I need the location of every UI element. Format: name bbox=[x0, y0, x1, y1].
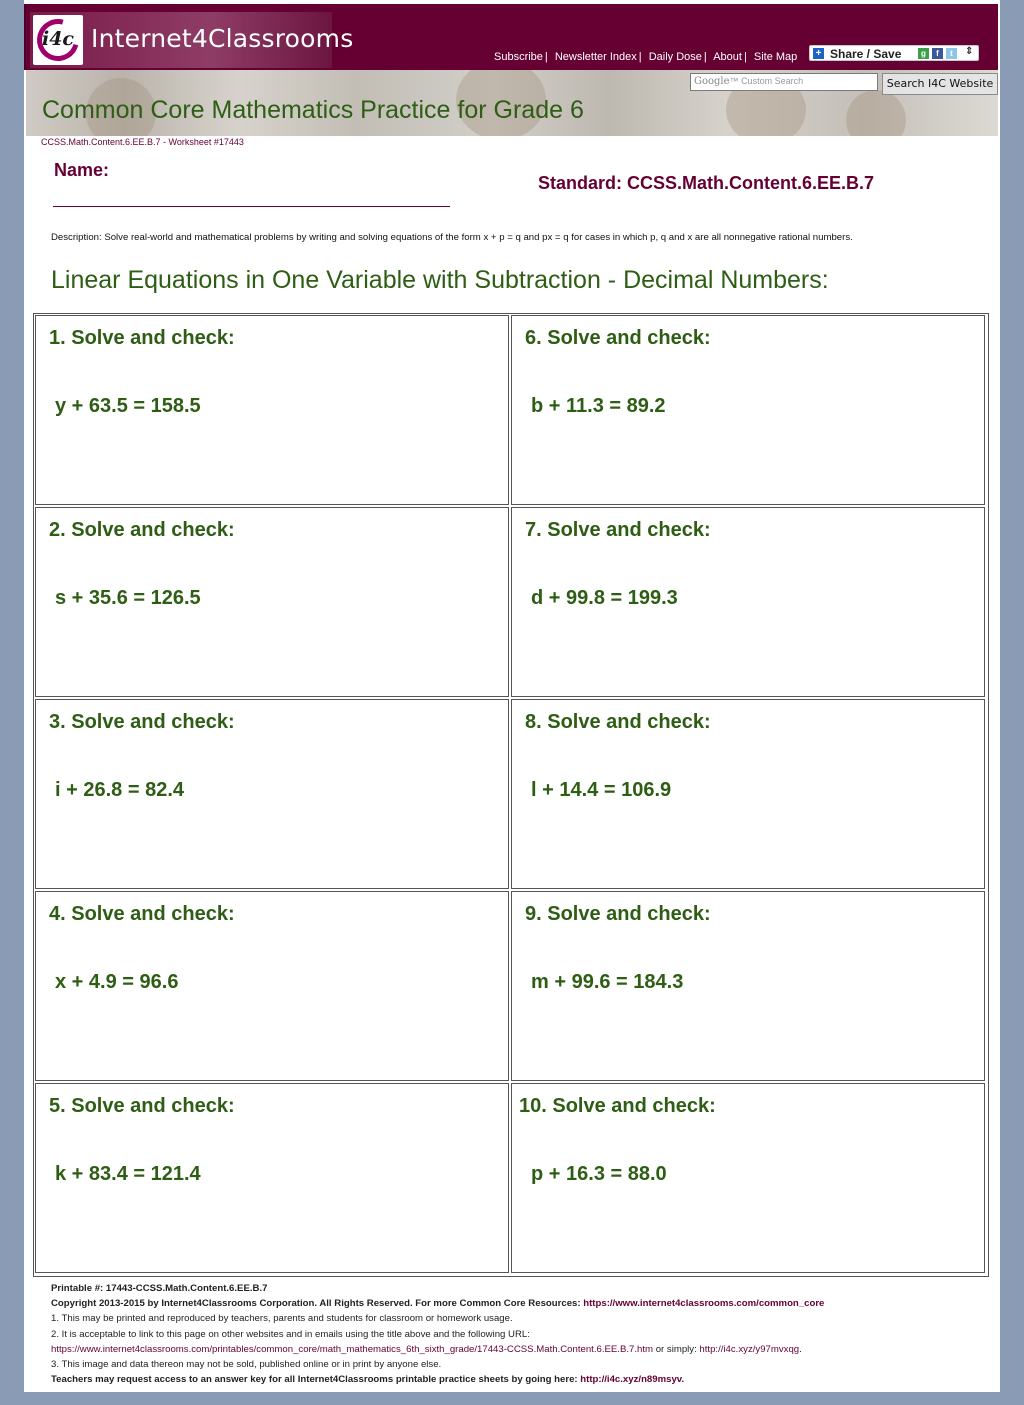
worksheet-page bbox=[24, 0, 1000, 1392]
problem-label: 5. Solve and check: bbox=[49, 1095, 235, 1117]
answer-key-line: Teachers may request access to an answer key for all Internet4Classrooms printable practice sheets by going here: http://i4c.xyz/n89msyv. bbox=[51, 1374, 685, 1386]
usage-note-2-urls: https://www.internet4classrooms.com/printables/common_core/math_mathematics_6th_sixth_grade/17443-CCSS.Math.Content.6.EE.B.7.htm or simply: http://i4c.xyz/y97mvxqg. bbox=[51, 1343, 802, 1355]
facebook-icon[interactable]: f bbox=[932, 48, 943, 59]
problem-label: 6. Solve and check: bbox=[525, 327, 711, 349]
photo-decoration bbox=[846, 90, 906, 136]
problem-label: 4. Solve and check: bbox=[49, 903, 235, 925]
i4c-logo-icon: i4c bbox=[33, 15, 83, 65]
answer-key-link[interactable]: http://i4c.xyz/n89msyv bbox=[580, 1374, 682, 1386]
printable-number: Printable #: 17443-CCSS.Math.Content.6.EE.B.7 bbox=[51, 1283, 268, 1294]
nav-about-link[interactable]: About bbox=[713, 51, 742, 63]
problem-equation: x + 4.9 = 96.6 bbox=[55, 971, 179, 993]
problem-equation: l + 14.4 = 106.9 bbox=[531, 779, 672, 801]
problem-equation: i + 26.8 = 82.4 bbox=[55, 779, 184, 801]
logo-text: Internet4Classrooms bbox=[91, 24, 354, 53]
problem-equation: d + 99.8 = 199.3 bbox=[531, 587, 678, 609]
problem-cell-1 bbox=[35, 315, 509, 505]
name-blank-line bbox=[53, 206, 450, 207]
problem-cell-7 bbox=[511, 507, 985, 697]
google-brand: Google bbox=[694, 76, 730, 87]
problem-cell-4 bbox=[35, 891, 509, 1081]
usage-note-2: 2. It is acceptable to link to this page on other websites and in emails using the title above and the following URL: bbox=[51, 1328, 530, 1340]
problem-label: 2. Solve and check: bbox=[49, 519, 235, 541]
copyright-line bbox=[51, 1296, 991, 1311]
worksheet-url-link[interactable]: https://www.internet4classrooms.com/printables/common_core/math_mathematics_6th_sixth_grade/17443-CCSS.Math.Content.6.EE.B.7.htm bbox=[51, 1343, 654, 1355]
breadcrumb: CCSS.Math.Content.6.EE.B.7 - Worksheet #17443 bbox=[41, 137, 244, 147]
standard-label: Standard: CCSS.Math.Content.6.EE.B.7 bbox=[538, 173, 875, 193]
problem-equation: p + 16.3 = 88.0 bbox=[531, 1163, 667, 1185]
problem-label: 9. Solve and check: bbox=[525, 903, 711, 925]
plus-icon: + bbox=[813, 48, 824, 59]
name-label: Name: bbox=[54, 160, 110, 180]
search-button[interactable]: Search I4C Website bbox=[882, 73, 998, 95]
footer bbox=[51, 1281, 991, 1387]
problem-cell-5 bbox=[35, 1083, 509, 1273]
problem-equation: y + 63.5 = 158.5 bbox=[55, 395, 201, 417]
google-share-icon[interactable]: g bbox=[918, 48, 929, 59]
nav-newsletter-index-link[interactable]: Newsletter Index bbox=[554, 51, 637, 63]
header-banner bbox=[24, 4, 998, 70]
nav-site-map-link[interactable]: Site Map bbox=[753, 51, 798, 63]
answer-key-text: Teachers may request access to an answer key for all Internet4Classrooms printable practice sheets by going here: bbox=[51, 1374, 578, 1386]
problem-cell-6 bbox=[511, 315, 985, 505]
top-nav: Subscribe | Newsletter Index | Daily Dose | About | Site Map bbox=[494, 51, 798, 63]
problem-cell-9 bbox=[511, 891, 985, 1081]
page-title: Common Core Mathematics Practice for Grade 6 bbox=[42, 96, 584, 124]
copyright-text: Copyright 2013-2015 by Internet4Classrooms Corporation. All Rights Reserved. For more Common Core Resources: bbox=[51, 1298, 581, 1310]
description-text: Description: Solve real-world and mathematical problems by writing and solving equations of the form x + p = q and px = q for cases in which p, q and x are all nonnegative rational numbers. bbox=[51, 232, 853, 243]
share-save-button[interactable] bbox=[809, 45, 979, 61]
problem-equation: b + 11.3 = 89.2 bbox=[531, 395, 666, 417]
short-url-link[interactable]: http://i4c.xyz/y97mvxqg bbox=[699, 1343, 800, 1355]
problem-cell-8 bbox=[511, 699, 985, 889]
problem-cell-2 bbox=[35, 507, 509, 697]
site-logo[interactable] bbox=[30, 12, 354, 68]
nav-daily-dose-link[interactable]: Daily Dose bbox=[648, 51, 702, 63]
problem-cell-10 bbox=[511, 1083, 985, 1273]
header-photo-strip bbox=[26, 70, 998, 136]
problem-equation: s + 35.6 = 126.5 bbox=[55, 587, 201, 609]
twitter-icon[interactable]: t bbox=[946, 48, 957, 59]
problem-label: 7. Solve and check: bbox=[525, 519, 711, 541]
problem-equation: m + 99.6 = 184.3 bbox=[531, 971, 684, 993]
search-input[interactable]: Google™ Custom Search bbox=[690, 73, 878, 91]
updown-arrow-icon[interactable]: ⇕ bbox=[965, 46, 974, 57]
share-save-label: Share / Save bbox=[830, 47, 902, 61]
problem-label: 8. Solve and check: bbox=[525, 711, 711, 733]
usage-note-1: 1. This may be printed and reproduced by teachers, parents and students for classroom or homework usage. bbox=[51, 1313, 513, 1325]
problem-cell-3 bbox=[35, 699, 509, 889]
section-title: Linear Equations in One Variable with Subtraction - Decimal Numbers: bbox=[51, 266, 829, 294]
common-core-link[interactable]: https://www.internet4classrooms.com/common_core bbox=[583, 1298, 825, 1310]
problem-label: 3. Solve and check: bbox=[49, 711, 235, 733]
nav-subscribe-link[interactable]: Subscribe bbox=[494, 51, 543, 63]
usage-note-3: 3. This image and data thereon may not be sold, published online or in print by anyone else. bbox=[51, 1359, 442, 1371]
problem-equation: k + 83.4 = 121.4 bbox=[55, 1163, 201, 1185]
problem-label: 1. Solve and check: bbox=[49, 327, 235, 349]
search-placeholder: Custom Search bbox=[741, 76, 804, 86]
problem-grid bbox=[33, 313, 989, 1277]
problem-label: 10. Solve and check: bbox=[519, 1095, 716, 1117]
